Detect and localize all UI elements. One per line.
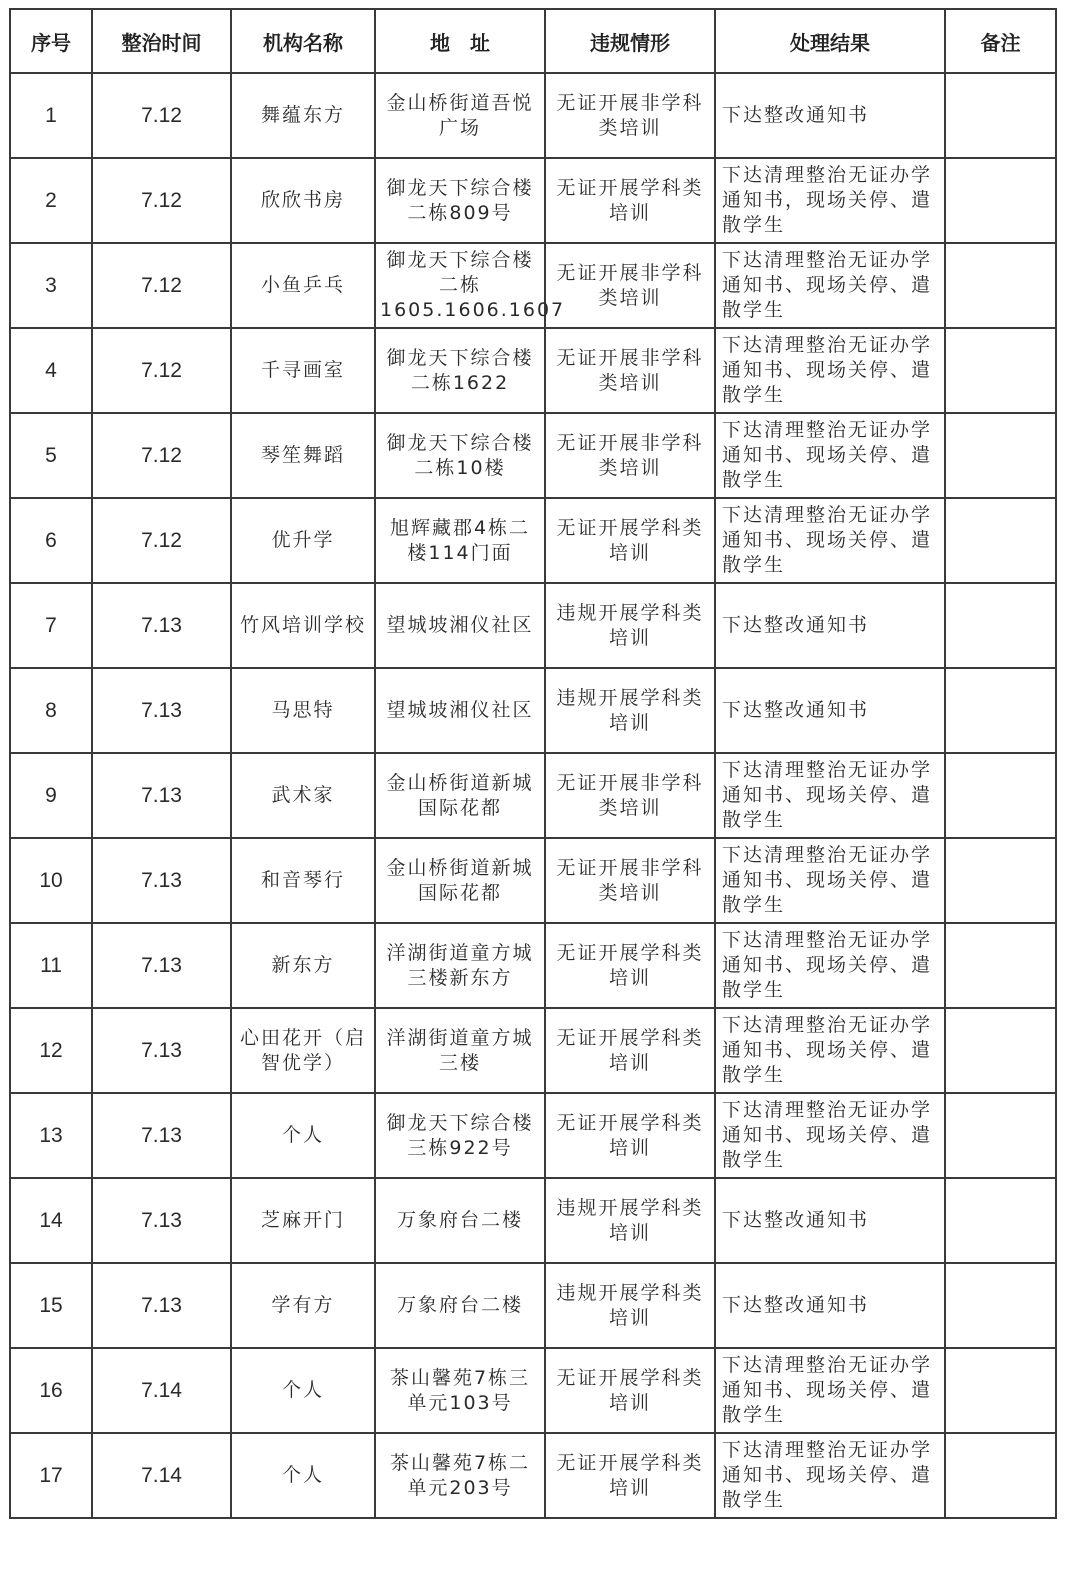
cell-institution-name: 欣欣书房: [231, 158, 375, 243]
cell-address: 御龙天下综合楼二栋1622: [375, 328, 545, 413]
cell-address: 御龙天下综合楼二栋809号: [375, 158, 545, 243]
cell-date: 7.13: [92, 838, 231, 923]
cell-address: 洋湖街道童方城三楼: [375, 1008, 545, 1093]
cell-remarks: [945, 1433, 1056, 1518]
cell-serial-number: 17: [10, 1433, 92, 1518]
cell-remarks: [945, 583, 1056, 668]
cell-date: 7.13: [92, 668, 231, 753]
cell-address: 御龙天下综合楼二栋1605.1606.1607: [375, 243, 545, 328]
table-body: [10, 73, 1056, 1518]
cell-result: 下达整改通知书: [715, 1178, 945, 1263]
cell-result: 下达整改通知书: [715, 583, 945, 668]
cell-date: 7.13: [92, 1263, 231, 1348]
cell-violation: 无证开展非学科类培训: [545, 73, 715, 158]
cell-address: 旭辉藏郡4栋二楼114门面: [375, 498, 545, 583]
cell-date: 7.13: [92, 753, 231, 838]
cell-date: 7.12: [92, 498, 231, 583]
cell-institution-name: 芝麻开门: [231, 1178, 375, 1263]
cell-address: 万象府台二楼: [375, 1263, 545, 1348]
cell-remarks: [945, 1348, 1056, 1433]
cell-serial-number: 10: [10, 838, 92, 923]
cell-remarks: [945, 1008, 1056, 1093]
cell-result: 下达整改通知书: [715, 1263, 945, 1348]
cell-institution-name: 舞蕴东方: [231, 73, 375, 158]
header-serial-number: 序号: [10, 9, 92, 73]
table-row: [10, 1093, 1056, 1178]
cell-address: 金山桥街道新城国际花都: [375, 838, 545, 923]
cell-address: 万象府台二楼: [375, 1178, 545, 1263]
cell-institution-name: 个人: [231, 1433, 375, 1518]
cell-address: 洋湖街道童方城三楼新东方: [375, 923, 545, 1008]
cell-date: 7.13: [92, 1008, 231, 1093]
table-row: [10, 753, 1056, 838]
cell-result: 下达清理整治无证办学通知书、现场关停、遣散学生: [715, 498, 945, 583]
cell-result: 下达整改通知书: [715, 668, 945, 753]
cell-remarks: [945, 668, 1056, 753]
header-address: 地 址: [375, 9, 545, 73]
cell-serial-number: 9: [10, 753, 92, 838]
cell-date: 7.12: [92, 158, 231, 243]
cell-result: 下达清理整治无证办学通知书、现场关停、遣散学生: [715, 243, 945, 328]
cell-serial-number: 5: [10, 413, 92, 498]
header-result: 处理结果: [715, 9, 945, 73]
cell-institution-name: 心田花开（启智优学）: [231, 1008, 375, 1093]
cell-institution-name: 竹风培训学校: [231, 583, 375, 668]
cell-institution-name: 新东方: [231, 923, 375, 1008]
header-row: [10, 9, 1056, 73]
table-row: [10, 158, 1056, 243]
cell-violation: 无证开展学科类培训: [545, 1008, 715, 1093]
cell-date: 7.14: [92, 1433, 231, 1518]
cell-result: 下达整改通知书: [715, 73, 945, 158]
header-remarks: 备注: [945, 9, 1056, 73]
cell-date: 7.12: [92, 73, 231, 158]
cell-date: 7.13: [92, 923, 231, 1008]
cell-date: 7.13: [92, 1093, 231, 1178]
cell-result: 下达清理整治无证办学通知书、现场关停、遣散学生: [715, 838, 945, 923]
table-row: [10, 923, 1056, 1008]
cell-violation: 无证开展学科类培训: [545, 1348, 715, 1433]
cell-remarks: [945, 328, 1056, 413]
cell-serial-number: 7: [10, 583, 92, 668]
cell-serial-number: 15: [10, 1263, 92, 1348]
cell-address: 望城坡湘仪社区: [375, 668, 545, 753]
cell-remarks: [945, 753, 1056, 838]
cell-violation: 无证开展学科类培训: [545, 923, 715, 1008]
cell-remarks: [945, 413, 1056, 498]
cell-institution-name: 马思特: [231, 668, 375, 753]
cell-serial-number: 14: [10, 1178, 92, 1263]
cell-violation: 无证开展学科类培训: [545, 1093, 715, 1178]
cell-date: 7.14: [92, 1348, 231, 1433]
cell-date: 7.13: [92, 583, 231, 668]
cell-violation: 违规开展学科类培训: [545, 1263, 715, 1348]
cell-remarks: [945, 1178, 1056, 1263]
cell-remarks: [945, 923, 1056, 1008]
cell-institution-name: 个人: [231, 1093, 375, 1178]
cell-address: 御龙天下综合楼三栋922号: [375, 1093, 545, 1178]
cell-serial-number: 6: [10, 498, 92, 583]
cell-address: 金山桥街道新城国际花都: [375, 753, 545, 838]
cell-remarks: [945, 838, 1056, 923]
cell-address: 茶山馨苑7栋二单元203号: [375, 1433, 545, 1518]
cell-institution-name: 优升学: [231, 498, 375, 583]
cell-violation: 无证开展学科类培训: [545, 1433, 715, 1518]
table-row: [10, 1008, 1056, 1093]
cell-institution-name: 千寻画室: [231, 328, 375, 413]
cell-serial-number: 2: [10, 158, 92, 243]
header-institution-name: 机构名称: [231, 9, 375, 73]
cell-serial-number: 4: [10, 328, 92, 413]
table-row: [10, 73, 1056, 158]
cell-violation: 无证开展非学科类培训: [545, 243, 715, 328]
header-date: 整治时间: [92, 9, 231, 73]
cell-serial-number: 11: [10, 923, 92, 1008]
cell-date: 7.12: [92, 243, 231, 328]
cell-remarks: [945, 243, 1056, 328]
cell-remarks: [945, 1263, 1056, 1348]
cell-institution-name: 小鱼乒乓: [231, 243, 375, 328]
table-row: [10, 1348, 1056, 1433]
cell-violation: 违规开展学科类培训: [545, 583, 715, 668]
cell-institution-name: 学有方: [231, 1263, 375, 1348]
table-row: [10, 498, 1056, 583]
table-row: [10, 838, 1056, 923]
cell-remarks: [945, 1093, 1056, 1178]
header-violation: 违规情形: [545, 9, 715, 73]
cell-remarks: [945, 73, 1056, 158]
cell-serial-number: 3: [10, 243, 92, 328]
table-row: [10, 1178, 1056, 1263]
cell-remarks: [945, 498, 1056, 583]
table-row: [10, 243, 1056, 328]
cell-result: 下达清理整治无证办学通知书、现场关停、遣散学生: [715, 923, 945, 1008]
table-row: [10, 1433, 1056, 1518]
cell-date: 7.12: [92, 413, 231, 498]
cell-serial-number: 12: [10, 1008, 92, 1093]
table-row: [10, 1263, 1056, 1348]
cell-violation: 无证开展非学科类培训: [545, 328, 715, 413]
table-row: [10, 668, 1056, 753]
cell-violation: 无证开展非学科类培训: [545, 753, 715, 838]
cell-result: 下达清理整治无证办学通知书、现场关停、遣散学生: [715, 1008, 945, 1093]
cell-date: 7.13: [92, 1178, 231, 1263]
cell-result: 下达清理整治无证办学通知书、现场关停、遣散学生: [715, 1433, 945, 1518]
cell-serial-number: 13: [10, 1093, 92, 1178]
table-row: [10, 583, 1056, 668]
cell-result: 下达清理整治无证办学通知书、现场关停、遣散学生: [715, 328, 945, 413]
cell-address: 金山桥街道吾悦广场: [375, 73, 545, 158]
cell-institution-name: 琴笙舞蹈: [231, 413, 375, 498]
cell-violation: 违规开展学科类培训: [545, 668, 715, 753]
cell-address: 望城坡湘仪社区: [375, 583, 545, 668]
cell-address: 御龙天下综合楼二栋10楼: [375, 413, 545, 498]
cell-result: 下达清理整治无证办学通知书，现场关停、遣散学生: [715, 158, 945, 243]
cell-violation: 无证开展学科类培训: [545, 498, 715, 583]
records-table: [9, 8, 1057, 1519]
cell-serial-number: 16: [10, 1348, 92, 1433]
cell-result: 下达清理整治无证办学通知书、现场关停、遣散学生: [715, 413, 945, 498]
cell-date: 7.12: [92, 328, 231, 413]
table-row: [10, 413, 1056, 498]
cell-violation: 违规开展学科类培训: [545, 1178, 715, 1263]
table-row: [10, 328, 1056, 413]
cell-violation: 无证开展学科类培训: [545, 158, 715, 243]
cell-violation: 无证开展非学科类培训: [545, 413, 715, 498]
cell-result: 下达清理整治无证办学通知书、现场关停、遣散学生: [715, 1348, 945, 1433]
cell-result: 下达清理整治无证办学通知书、现场关停、遣散学生: [715, 753, 945, 838]
cell-result: 下达清理整治无证办学通知书、现场关停、遣散学生: [715, 1093, 945, 1178]
cell-institution-name: 和音琴行: [231, 838, 375, 923]
cell-violation: 无证开展非学科类培训: [545, 838, 715, 923]
cell-serial-number: 1: [10, 73, 92, 158]
cell-remarks: [945, 158, 1056, 243]
cell-address: 茶山馨苑7栋三单元103号: [375, 1348, 545, 1433]
cell-institution-name: 个人: [231, 1348, 375, 1433]
cell-serial-number: 8: [10, 668, 92, 753]
cell-institution-name: 武术家: [231, 753, 375, 838]
